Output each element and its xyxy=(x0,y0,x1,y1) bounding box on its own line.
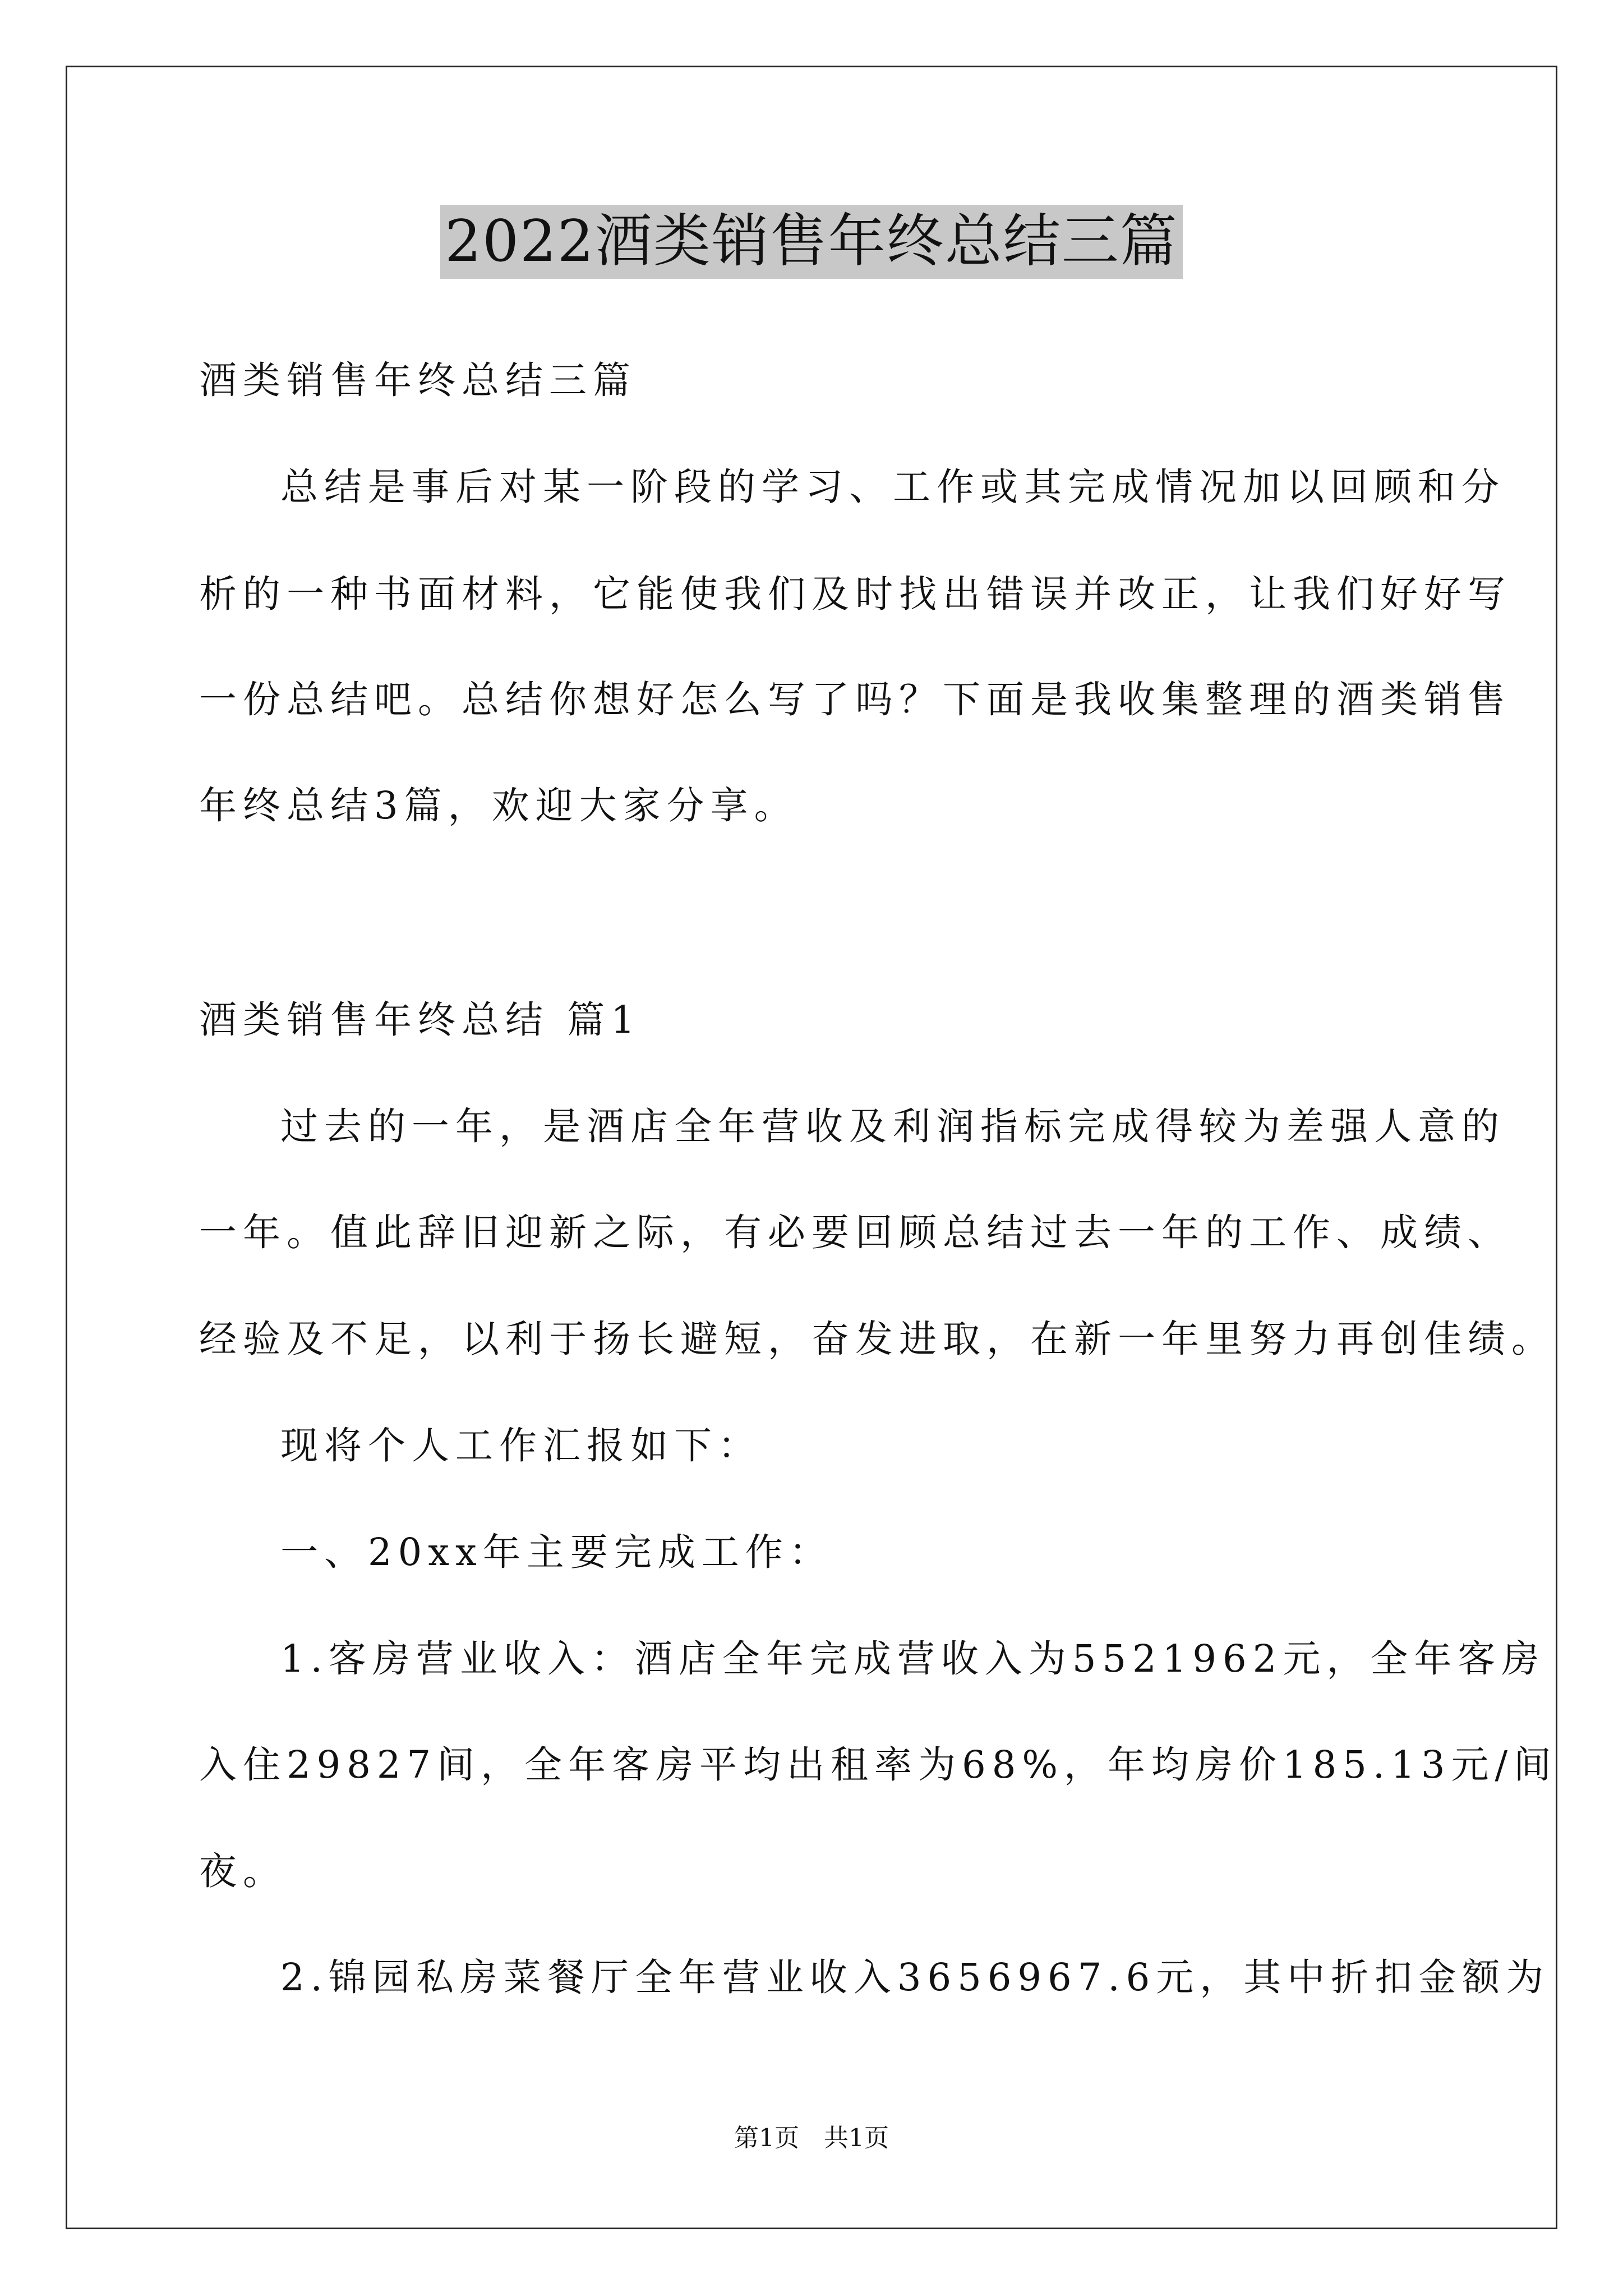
paragraph-line: 一、20xx年主要完成工作： xyxy=(280,1530,833,1574)
paragraph-line: 现将个人工作汇报如下： xyxy=(280,1424,762,1467)
paragraph-line: 总结是事后对某一阶段的学习、工作或其完成情况加以回顾和分 xyxy=(280,465,1505,509)
paragraph-line: 过去的一年，是酒店全年营收及利润指标完成得较为差强人意的 xyxy=(280,1105,1505,1148)
subtitle: 酒类销售年终总结三篇 xyxy=(199,358,637,402)
document-title: 2022酒类销售年终总结三篇 xyxy=(440,205,1183,279)
paragraph-line: 经验及不足，以利于扬长避短，奋发进取，在新一年里努力再创佳绩。 xyxy=(199,1317,1555,1361)
title-container xyxy=(0,205,1623,279)
paragraph-line: 入住29827间，全年客房平均出租率为68%，年均房价185.13元/间 xyxy=(199,1743,1558,1787)
paragraph-line: 2.锦园私房菜餐厅全年营业收入3656967.6元，其中折扣金额为 xyxy=(280,1955,1550,1999)
paragraph-line: 年终总结3篇，欢迎大家分享。 xyxy=(199,784,798,827)
paragraph-line: 夜。 xyxy=(199,1849,287,1893)
section-heading: 酒类销售年终总结 篇1 xyxy=(199,998,641,1042)
page-footer: 第1页 共1页 xyxy=(734,2124,889,2152)
paragraph-line: 一年。值此辞旧迎新之际，有必要回顾总结过去一年的工作、成绩、 xyxy=(199,1211,1511,1254)
paragraph-line: 析的一种书面材料，它能使我们及时找出错误并改正，让我们好好写 xyxy=(199,572,1511,616)
paragraph-line: 一份总结吧。总结你想好怎么写了吗？下面是我收集整理的酒类销售 xyxy=(199,678,1511,721)
paragraph-line: 1.客房营业收入：酒店全年完成营收入为5521962元，全年客房 xyxy=(280,1637,1546,1681)
